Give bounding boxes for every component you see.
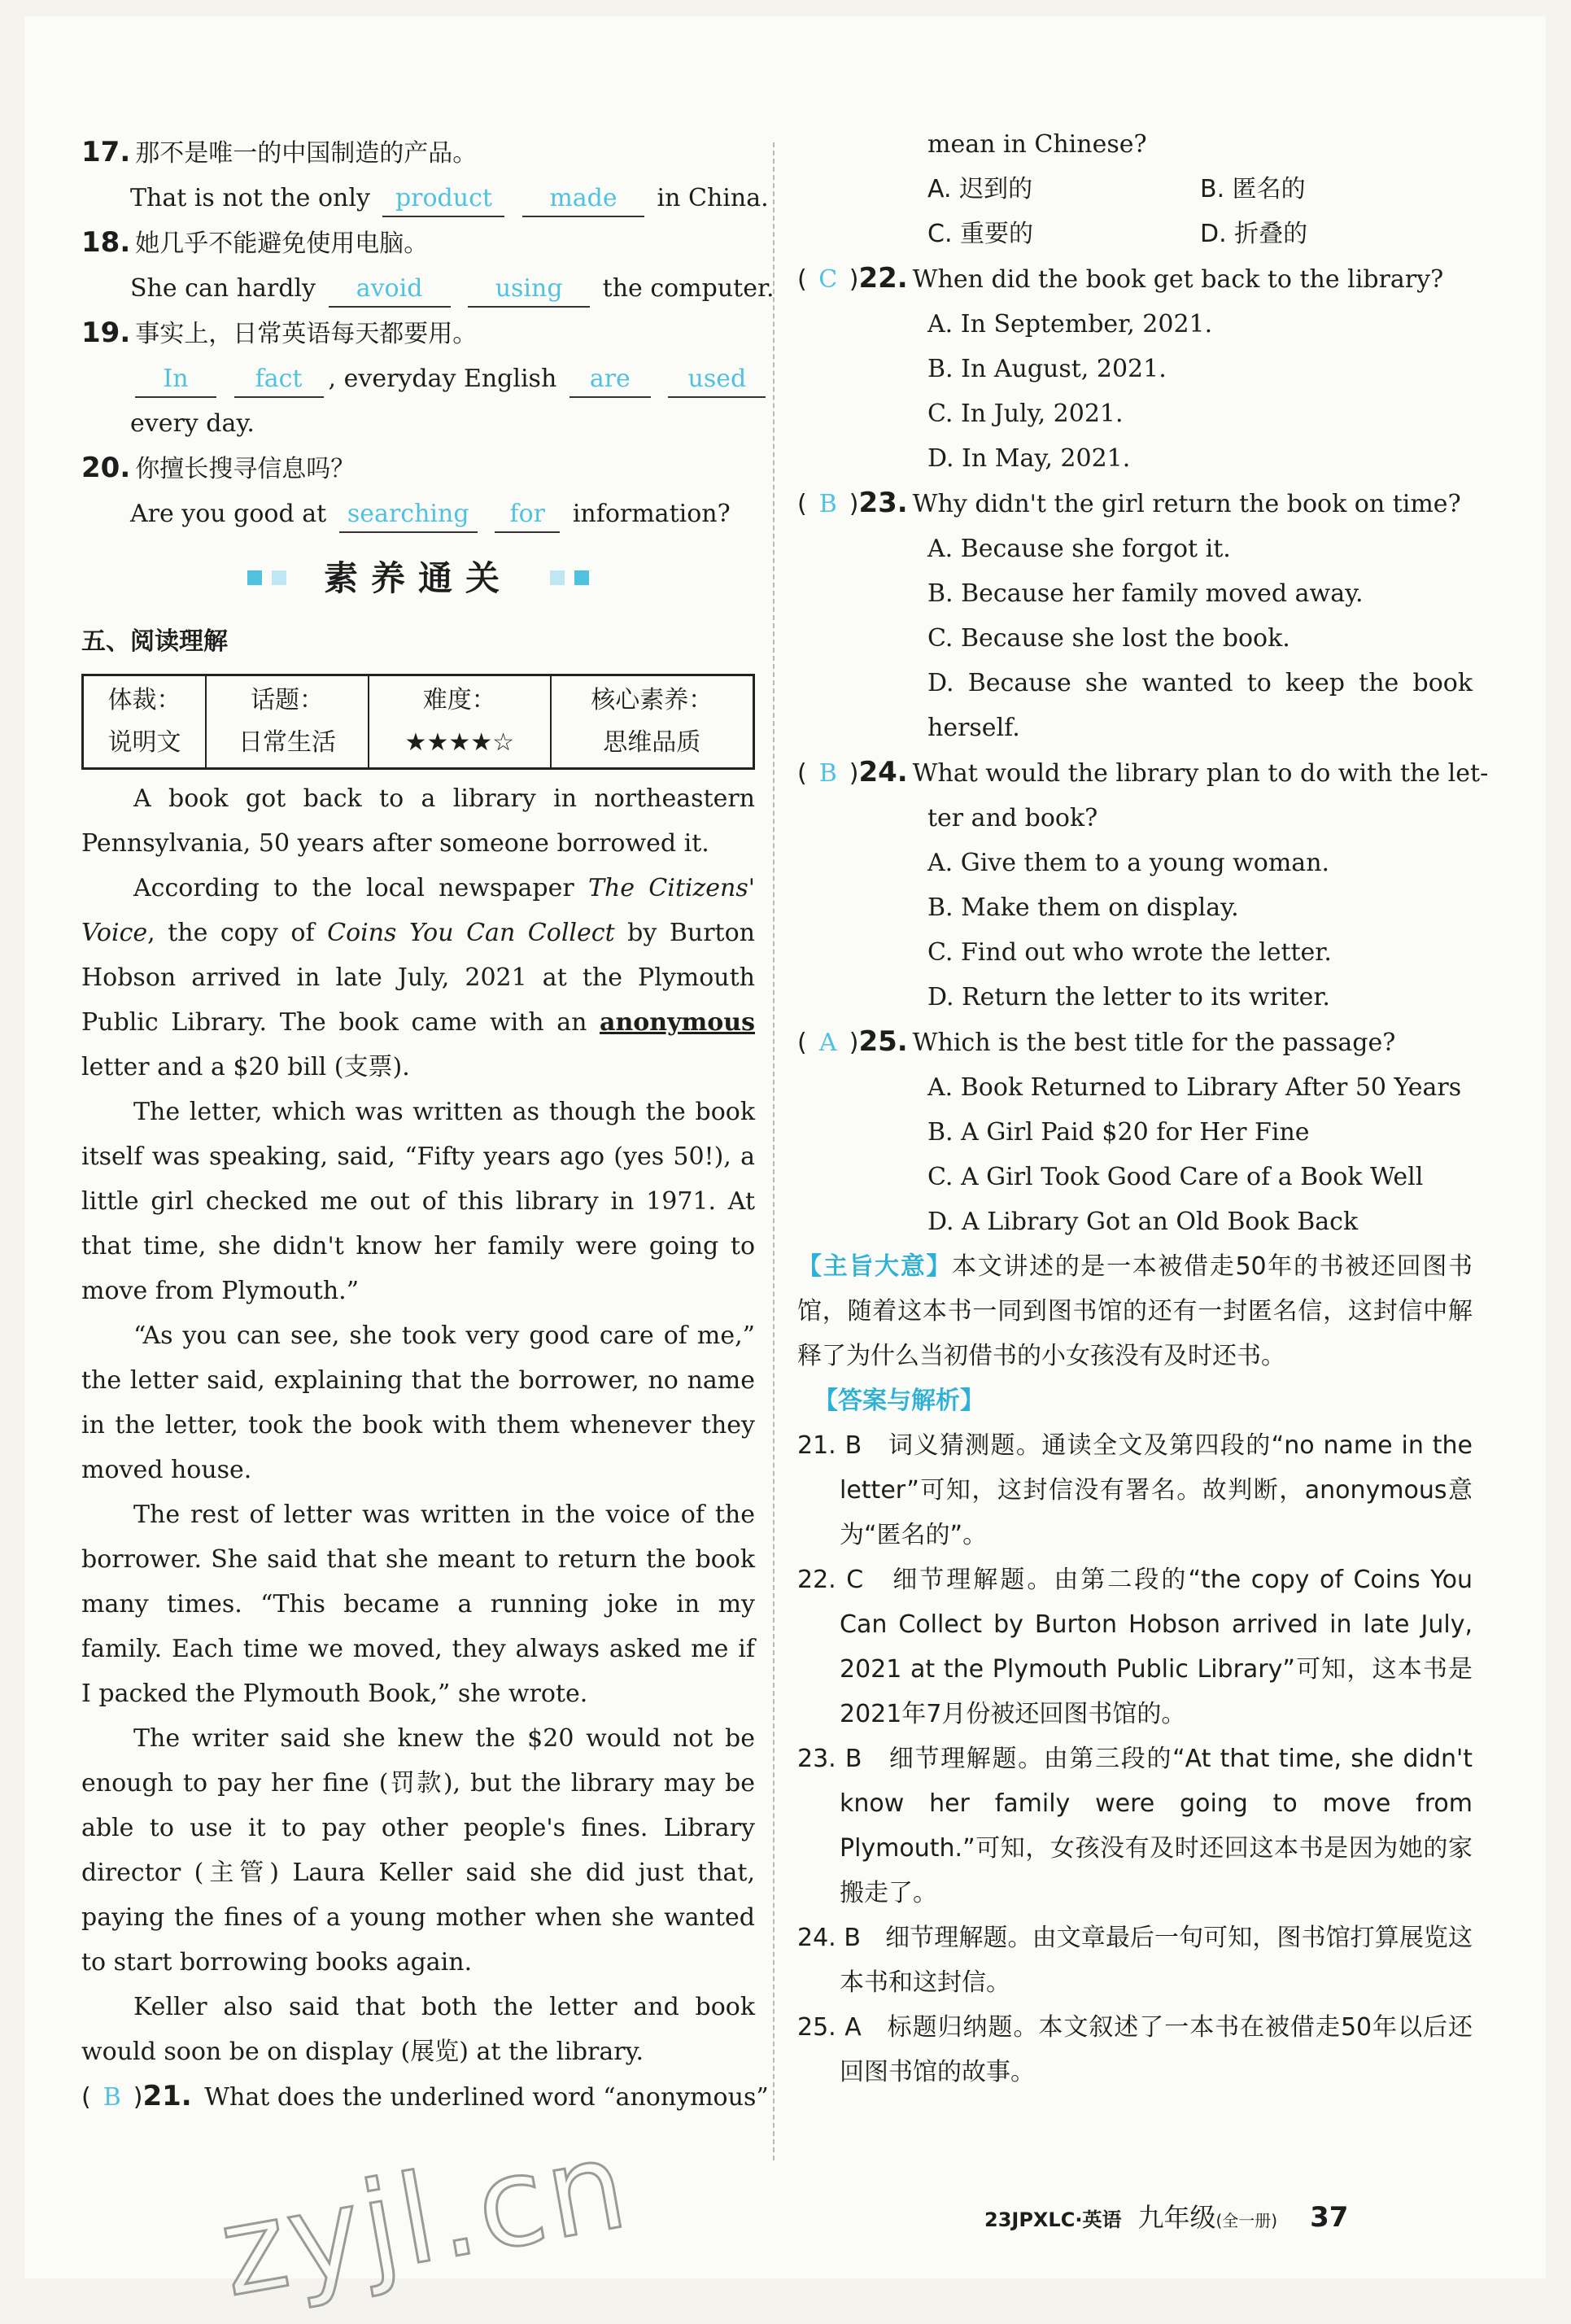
- options-row: [797, 167, 1473, 212]
- option: D. Return the letter to its writer.: [927, 983, 1330, 1011]
- answer-blank: using: [468, 272, 590, 308]
- paragraph: According to the local newspaper The Citizens' Voice, the copy of Coins You Can Collect by Burton Hobson arrived in late July, 2021 at the Plymouth Public Library. The book came with an anonymous letter and a $20 bill (支票).: [81, 874, 756, 1081]
- option: C. In July, 2021.: [927, 400, 1124, 428]
- info-cell: 话题： 日常生活: [206, 675, 369, 769]
- paragraph: Keller also said that both the letter and book would soon be on display (展览) at the library.: [81, 1993, 755, 2066]
- book-code: 23JPXLC·英语: [984, 2208, 1122, 2231]
- answer-blank: searching: [339, 497, 478, 533]
- watermark: zyjl.cn: [210, 2113, 639, 2324]
- answer-mark: B: [818, 490, 837, 518]
- reading-passage: [81, 776, 755, 2074]
- question-item: ( C )22. When did the book get back to the library? A. In September, 2021. B. In August, 2021. C. In July, 2021. D. In May, 2021.: [797, 256, 1473, 481]
- info-cell: 核心素养： 思维品质: [551, 675, 754, 769]
- option: D. A Library Got an Old Book Back: [927, 1208, 1359, 1236]
- option: A. 迟到的: [927, 175, 1033, 203]
- question-21: ( B )21. What does the underlined word “anonymous”: [81, 2074, 755, 2120]
- banner-square-icon: [247, 570, 262, 585]
- paragraph: The rest of letter was written in the voice of the borrower. She said that she meant to return the book many times. “This became a running joke in my family. Each time we moved, they always asked me if I packed the Plymouth Book,” she wrote.: [81, 1501, 755, 1708]
- translation-item-20: 20. 你擅长搜寻信息吗？ Are you good at searching for information?: [81, 446, 755, 536]
- option: C. A Girl Took Good Care of a Book Well: [927, 1163, 1424, 1191]
- option: B. A Girl Paid $20 for Her Fine: [927, 1118, 1310, 1147]
- passage-info-table: [81, 674, 755, 770]
- info-cell: 体裁： 说明文: [83, 675, 207, 769]
- option: D. Because she wanted to keep the book herself.: [927, 669, 1473, 742]
- analysis-item: 25. A 标题归纳题。本文叙述了一本书在被借走50年以后还回图书馆的故事。: [797, 2013, 1473, 2086]
- analysis-tag: 【答案与解析】: [814, 1387, 984, 1415]
- options-row: [797, 212, 1473, 256]
- book-title: Coins You Can Collect: [327, 919, 615, 947]
- analysis-item: 23. B 细节理解题。由第三段的“At that time, she didn't know her family were going to move from Plymouth.”可知，女孩没有及时还回这本书是因为她的家搬走了。: [797, 1745, 1473, 1907]
- analysis-item: 21. B 词义猜测题。通读全文及第四段的“no name in the letter”可知，这封信没有署名。故判断，anonymous意为“匿名的”。: [797, 1431, 1473, 1549]
- right-column: mean in Chinese? A. 迟到的 B. 匿名的 C. 重要的 D. 折叠的 ( C )22. When did the book get back to the library? A. In September, 2021. B. In August, 2021. C. In July, 2021. D. In May, 2021. ( B )23. Why didn't the girl return the book on time? A. Because she forgot it. B. Because her family moved away. C. Because she lost the book. D. Because she wanted to keep the book herself. ( B )24. What would the library plan to do with the let- ter and book? A. Give them to a young woman. B. Make them on display. C. Find out who wrote the letter. D. Return the letter to its writer. ( A )25. Which is the best title for the passage? A. Book Returned to Library After 50 Years B. A Girl Paid $20 for Her Fine C. A Girl Took Good Care of a Book Well D. A Library Got an Old Book Back 【主旨大意】本文讲述的是一本被借走50年的书被还回图书馆，随着这本书一同到图书馆的还有一封匿名信，这封信中解释了为什么当初借书的小女孩没有及时还书。 【答案与解析】 21. B 词义猜测题。通读全文及第四段的“no name in the letter”可知，这封信没有署名。故判断，anonymous意为“匿名的”。 22. C 细节理解题。由第二段的“the copy of Coins You Can Collect by Burton Hobson arrived in late July, 2021 at the Plymouth Public Library”可知，这本书是2021年7月份被还回图书馆的。 23. B 细节理解题。由第三段的“At that time, she didn't know her family were going to move from Plymouth.”可知，女孩没有及时还回这本书是因为她的家搬走了。 24. B 细节理解题。由文章最后一句可知，图书馆打算展览这本书和这封信。 25. A 标题归纳题。本文叙述了一本书在被借走50年以后还回图书馆的故事。: [797, 130, 1473, 2095]
- question-item: ( A )25. Which is the best title for the passage? A. Book Returned to Library After 50 Years B. A Girl Paid $20 for Her Fine C. A Girl Took Good Care of a Book Well D. A Library Got an Old Book Back: [797, 1020, 1473, 1244]
- option: C. 重要的: [927, 220, 1034, 248]
- newspaper-title: The Citizens' Voice: [81, 874, 756, 947]
- info-cell: 难度： ★★★★☆: [369, 675, 551, 769]
- banner-square-icon: [574, 570, 589, 585]
- paragraph: The letter, which was written as though the book itself was speaking, said, “Fifty years ago (yes 50!), a little girl checked me out of this library in 1971. At that time, she didn't know her family were going to move from Plymouth.”: [81, 1098, 755, 1305]
- answer-blank: fact: [234, 362, 324, 398]
- question-item: ( B )24. What would the library plan to do with the let- ter and book? A. Give them to a young woman. B. Make them on display. C. Find out who wrote the letter. D. Return the letter to its writer.: [797, 750, 1473, 1020]
- option: C. Find out who wrote the letter.: [927, 938, 1332, 967]
- analysis-item: 24. B 细节理解题。由文章最后一句可知，图书馆打算展览这本书和这封信。: [797, 1924, 1473, 1997]
- option: C. Because she lost the book.: [927, 624, 1290, 653]
- banner-square-icon: [550, 570, 565, 585]
- option: D. 折叠的: [1200, 220, 1308, 248]
- section-heading: 五、阅读理解: [81, 627, 228, 656]
- page-number: 37: [1310, 2201, 1349, 2234]
- answer-blank: for: [495, 497, 560, 533]
- paragraph: A book got back to a library in northeastern Pennsylvania, 50 years after someone borrowed it.: [81, 784, 755, 858]
- option: B. Make them on display.: [927, 893, 1239, 922]
- answer-blank: are: [569, 362, 651, 398]
- underlined-word: anonymous: [600, 1008, 755, 1037]
- option: A. Because she forgot it.: [927, 535, 1231, 563]
- left-column: [81, 130, 775, 2120]
- answer-blank: avoid: [329, 272, 451, 308]
- analysis-item: 22. C 细节理解题。由第二段的“the copy of Coins You Can Collect by Burton Hobson arrived in late July, 2021 at the Plymouth Public Library”可知，这本书是2021年7月份被还回图书馆的。: [797, 1566, 1473, 1728]
- section-banner: [81, 541, 755, 614]
- option: B. Because her family moved away.: [927, 579, 1364, 608]
- answer-mark: A: [818, 1029, 837, 1057]
- answer-mark: B: [818, 759, 837, 788]
- question-item: ( B )23. Why didn't the girl return the book on time? A. Because she forgot it. B. Because her family moved away. C. Because she lost the book. D. Because she wanted to keep the book herself.: [797, 481, 1473, 750]
- summary-tag: 【主旨大意】: [797, 1252, 953, 1281]
- paragraph: “As you can see, she took very good care of me,” the letter said, explaining that the borrower, no name in the letter, took the book with them whenever they moved house.: [81, 1321, 755, 1484]
- answer-blank: product: [382, 181, 504, 217]
- answer-blank: In: [135, 362, 216, 398]
- banner-title: 素养通关: [323, 557, 513, 598]
- option: A. Give them to a young woman.: [927, 849, 1330, 877]
- summary-block: 【主旨大意】本文讲述的是一本被借走50年的书被还回图书馆，随着这本书一同到图书馆的还有一封匿名信，这封信中解释了为什么当初借书的小女孩没有及时还书。: [797, 1252, 1473, 1370]
- banner-square-icon: [272, 570, 286, 585]
- option: A. In September, 2021.: [927, 310, 1213, 339]
- answer-mark: C: [818, 265, 838, 294]
- answer-blank: made: [522, 181, 644, 217]
- analysis-list: [797, 1423, 1473, 2095]
- option: B. 匿名的: [1200, 175, 1306, 203]
- column-divider: [773, 142, 775, 2160]
- grade-label: 九年级: [1137, 2202, 1216, 2233]
- option: D. In May, 2021.: [927, 444, 1131, 473]
- option: A. Book Returned to Library After 50 Years: [927, 1073, 1462, 1102]
- paragraph: The writer said she knew the $20 would not be enough to pay her fine (罚款), but the library may be able to use it to pay other people's fines. Library director (主管) Laura Keller said she did just that, paying the fines of a young mother when she wanted to start borrowing books again.: [81, 1724, 755, 1977]
- answer-blank: used: [668, 362, 766, 398]
- translation-item-19: 19. 事实上，日常英语每天都要用。 In fact , everyday English are used every day.: [81, 311, 755, 446]
- option: B. In August, 2021.: [927, 355, 1167, 383]
- translation-item-18: 18. 她几乎不能避免使用电脑。 She can hardly avoid using the computer.: [81, 221, 755, 311]
- page-footer: 23JPXLC·英语 九年级(全一册) 37: [984, 2201, 1349, 2234]
- translation-item-17: 17. 那不是唯一的中国制造的产品。 That is not the only product made in China.: [81, 130, 755, 221]
- answer-mark: B: [103, 2083, 121, 2112]
